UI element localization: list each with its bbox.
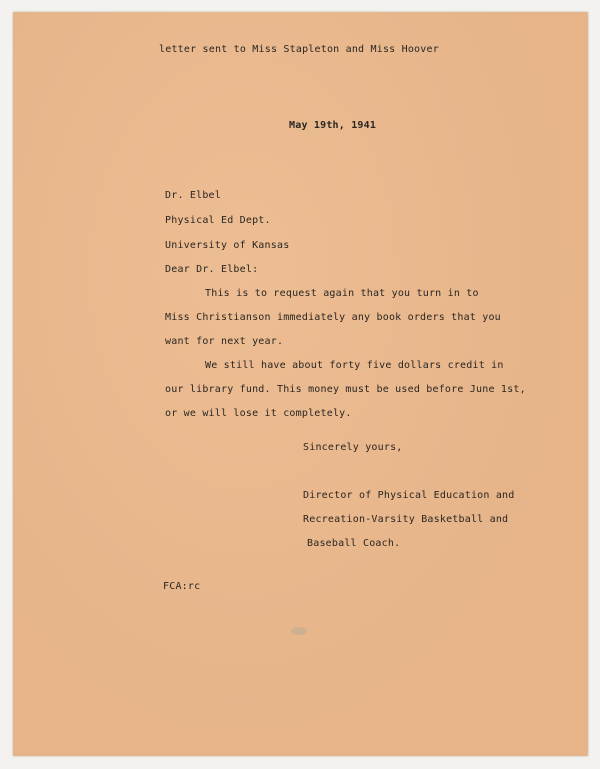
- letter-page: [13, 12, 588, 756]
- body-line: We still have about forty five dollars credit in: [205, 360, 504, 371]
- recipient-department: Physical Ed Dept.: [165, 215, 271, 226]
- body-line: our library fund. This money must be used before June 1st,: [165, 384, 526, 395]
- salutation: Dear Dr. Elbel:: [165, 264, 259, 275]
- letter-date: May 19th, 1941: [289, 120, 377, 131]
- recipient-institution: University of Kansas: [165, 240, 290, 251]
- recipient-name: Dr. Elbel: [165, 190, 221, 201]
- signature-line: Baseball Coach.: [307, 538, 401, 549]
- paper-smudge: [291, 627, 307, 635]
- body-line: want for next year.: [165, 336, 284, 347]
- body-line: This is to request again that you turn in to: [205, 288, 479, 299]
- signature-line: Recreation-Varsity Basketball and: [303, 514, 509, 525]
- closing: Sincerely yours,: [303, 442, 403, 453]
- signature-line: Director of Physical Education and: [303, 490, 515, 501]
- typist-initials: FCA:rc: [163, 581, 201, 592]
- header-note: letter sent to Miss Stapleton and Miss Hoover: [159, 44, 439, 55]
- body-line: Miss Christianson immediately any book orders that you: [165, 312, 501, 323]
- body-line: or we will lose it completely.: [165, 408, 352, 419]
